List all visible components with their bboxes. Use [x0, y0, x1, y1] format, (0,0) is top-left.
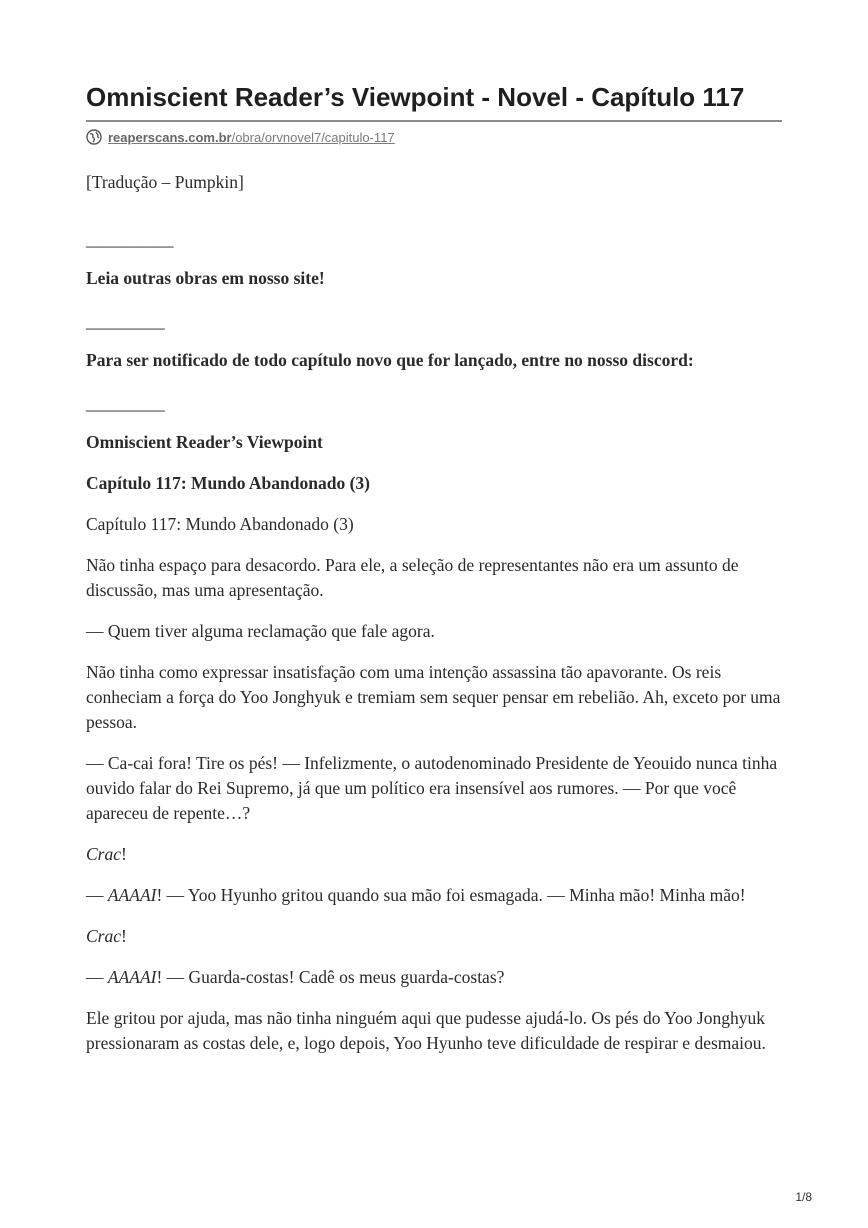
- source-path: /obra/orvnovel7/capitulo-117: [231, 129, 395, 145]
- dialogue-rest: ! — Guarda-costas! Cadê os meus guarda-costas?: [156, 967, 505, 987]
- dialogue-dash: —: [86, 885, 108, 905]
- separator-line: __________: [86, 229, 174, 249]
- chapter-subheading: Capítulo 117: Mundo Abandonado (3): [86, 514, 354, 534]
- translation-credit: [Tradução – Pumpkin]: [86, 172, 244, 192]
- separator-line: _________: [86, 311, 165, 331]
- scream: AAAAI: [107, 885, 157, 905]
- sound-effect-tail: !: [121, 926, 127, 946]
- source-domain: reaperscans.com.br: [108, 129, 232, 145]
- sound-effect: Crac: [86, 844, 121, 864]
- article-body: [86, 170, 782, 1072]
- paragraph: — Quem tiver alguma reclamação que fale agora.: [86, 621, 435, 641]
- scream: AAAAI: [107, 967, 157, 987]
- globe-icon: [86, 129, 102, 145]
- page-number: 1/8: [795, 1190, 812, 1204]
- paragraph: Ele gritou por ajuda, mas não tinha ninguém aqui que pudesse ajudá-lo. Os pés do Yoo Jonghyuk pressionaram as costas dele, e, logo depois, Yoo Hyunho teve dificuldade de respirar e desmaiou.: [86, 1008, 766, 1053]
- paragraph: Não tinha espaço para desacordo. Para ele, a seleção de representantes não era um assunto de discussão, mas uma apresentação.: [86, 555, 739, 600]
- read-more-notice: Leia outras obras em nosso site!: [86, 268, 325, 288]
- sound-effect: Crac: [86, 926, 121, 946]
- source-link[interactable]: [108, 130, 395, 145]
- sound-effect-tail: !: [121, 844, 127, 864]
- dialogue-rest: ! — Yoo Hyunho gritou quando sua mão foi esmagada. — Minha mão! Minha mão!: [156, 885, 746, 905]
- discord-notice: Para ser notificado de todo capítulo novo que for lançado, entre no nosso discord:: [86, 350, 694, 370]
- source-line: [86, 128, 395, 146]
- chapter-heading: Capítulo 117: Mundo Abandonado (3): [86, 473, 370, 493]
- paragraph: [86, 842, 782, 867]
- paragraph: [86, 883, 782, 908]
- title-divider: [86, 120, 782, 122]
- paragraph: Não tinha como expressar insatisfação com uma intenção assassina tão apavorante. Os reis conheciam a força do Yoo Jonghyuk e tremiam sem sequer pensar em rebelião. Ah, exceto por uma pessoa.: [86, 662, 781, 732]
- page-title: Omniscient Reader’s Viewpoint - Novel - Capítulo 117: [86, 82, 745, 112]
- paragraph: [86, 965, 782, 990]
- dialogue-dash: —: [86, 967, 108, 987]
- paragraph: [86, 924, 782, 949]
- paragraph: — Ca-cai fora! Tire os pés! — Infelizmente, o autodenominado Presidente de Yeouido nunca tinha ouvido falar do Rei Supremo, já que um político era insensível aos rumores. — Por que você apareceu de repente…?: [86, 753, 778, 823]
- book-title: Omniscient Reader’s Viewpoint: [86, 432, 323, 452]
- separator-line: _________: [86, 393, 165, 413]
